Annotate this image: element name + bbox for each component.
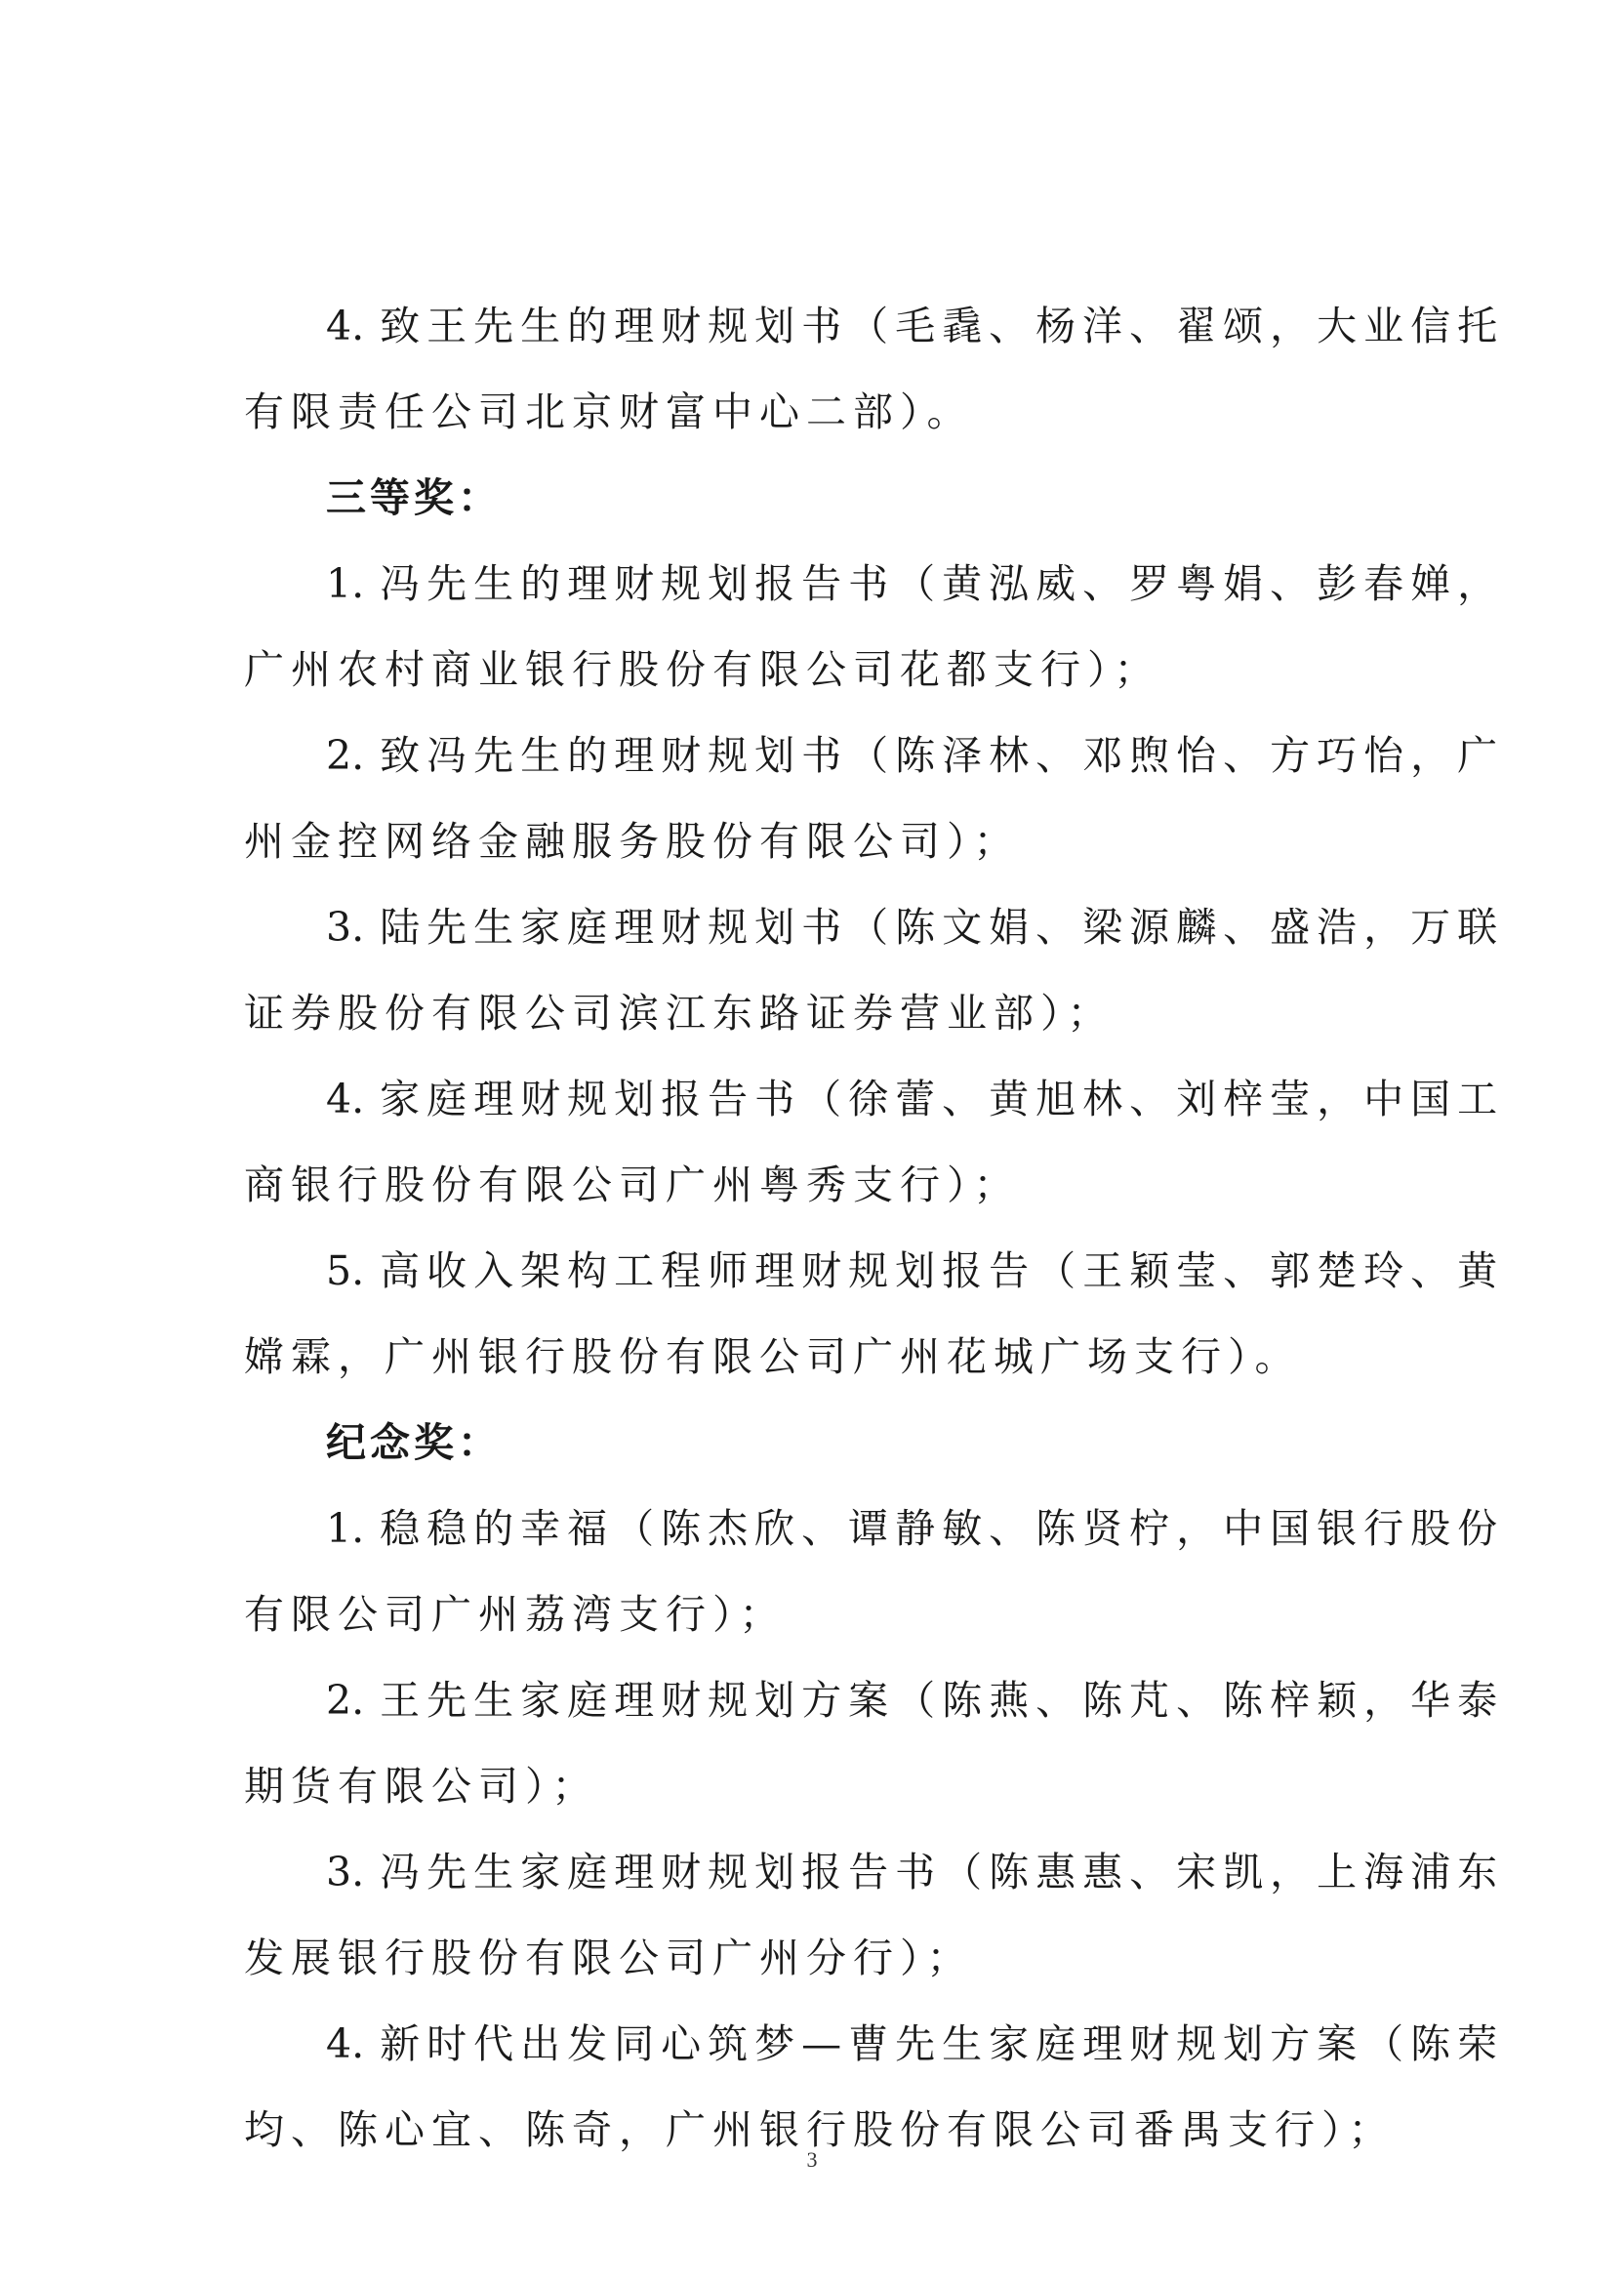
line-text: 陆先生家庭理财规划书（陈文娟、梁源麟、盛浩，万联 [380,904,1505,951]
text-line [244,1571,1444,1657]
section-heading [244,455,1444,541]
text-line [244,627,1444,713]
text-line [244,283,1505,369]
text-line [244,1915,1444,2001]
text-line [244,1056,1505,1142]
text-line [244,1829,1505,1915]
line-text: 新时代出发同心筑梦—曹先生家庭理财规划方案（陈荣 [380,2020,1505,2067]
page-number: 3 [806,2147,818,2172]
line-text: 期货有限公司）； [244,1763,599,1810]
text-line [244,798,1444,884]
item-number: 4. [326,2020,365,2067]
line-text: 冯先生的理财规划报告书（黄泓威、罗粤娟、彭春婵， [380,560,1505,607]
item-number: 1. [326,560,365,607]
text-line [244,541,1505,627]
text-line [244,1142,1444,1228]
item-number: 2. [326,732,365,779]
text-line [244,1314,1444,1400]
line-text: 商银行股份有限公司广州粤秀支行）； [244,1161,1021,1208]
text-line [244,369,1444,455]
item-number: 3. [326,904,365,951]
text-line [244,2001,1505,2087]
line-text: 致冯先生的理财规划书（陈泽林、邓煦怡、方巧怡，广 [380,732,1505,779]
item-number: 4. [326,303,365,349]
line-text: 有限公司广州荔湾支行）； [244,1591,787,1638]
text-line [244,970,1444,1056]
item-number: 2. [326,1677,365,1724]
line-text: 王先生家庭理财规划方案（陈燕、陈芃、陈梓颖，华泰 [380,1677,1505,1724]
line-text: 证券股份有限公司滨江东路证券营业部）； [244,990,1115,1037]
section-heading [244,1400,1444,1486]
line-text: 广州农村商业银行股份有限公司花都支行）； [244,646,1161,693]
line-text: 嫦霖，广州银行股份有限公司广州花城广场支行）。 [244,1333,1302,1380]
text-line [244,1228,1505,1314]
line-text: 有限责任公司北京财富中心二部）。 [244,388,974,435]
line-text: 稳稳的幸福（陈杰欣、谭静敏、陈贤柠，中国银行股份 [380,1505,1505,1552]
line-text: 发展银行股份有限公司广州分行）； [244,1935,974,1981]
text-line [244,884,1505,970]
item-number: 5. [326,1247,365,1294]
line-text: 家庭理财规划报告书（徐蕾、黄旭林、刘梓莹，中国工 [380,1076,1505,1122]
item-number: 1. [326,1505,365,1552]
text-line [244,1657,1505,1743]
line-text: 致王先生的理财规划书（毛毳、杨洋、翟颂，大业信托 [380,303,1505,349]
line-text: 三等奖： [326,474,502,521]
line-text: 高收入架构工程师理财规划报告（王颖莹、郭楚玲、黄 [380,1247,1505,1294]
document-body [244,283,1505,2173]
text-line [244,1743,1444,1829]
line-text: 冯先生家庭理财规划报告书（陈惠惠、宋凯，上海浦东 [380,1849,1505,1895]
text-line [244,713,1505,798]
line-text: 州金控网络金融服务股份有限公司）； [244,818,1021,865]
text-line [244,1486,1505,1571]
item-number: 4. [326,1076,365,1122]
item-number: 3. [326,1849,365,1895]
line-text: 纪念奖： [326,1419,502,1466]
line-text: 均、陈心宜、陈奇，广州银行股份有限公司番禺支行）； [244,2106,1396,2153]
